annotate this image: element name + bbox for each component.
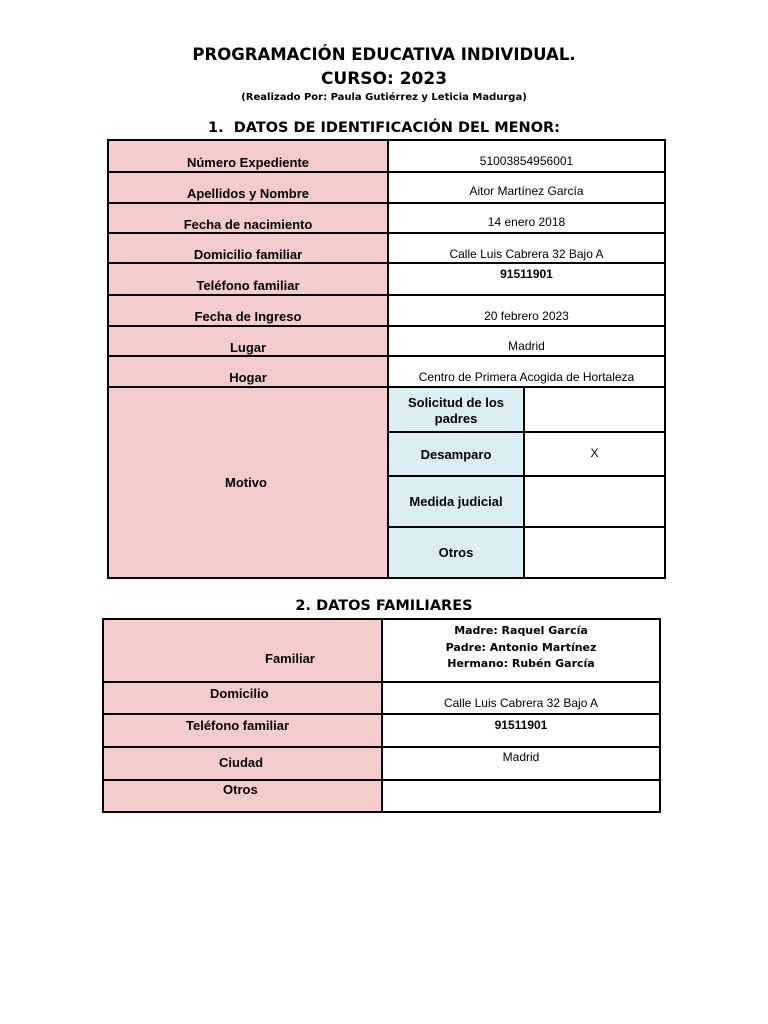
identification-table xyxy=(107,139,666,579)
motivo-option-mark: X xyxy=(525,433,664,475)
row-label: Domicilio familiar xyxy=(109,234,387,262)
row-value: 91511901 xyxy=(389,264,664,294)
section-2-heading: 2. DATOS FAMILIARES xyxy=(295,598,473,614)
row-label: Teléfono familiar xyxy=(109,264,387,294)
motivo-option-mark xyxy=(525,388,664,431)
motivo-label: Motivo xyxy=(109,388,387,577)
row-value: Calle Luis Cabrera 32 Bajo A xyxy=(389,234,664,262)
family-member: Hermano: Rubén García xyxy=(447,657,595,670)
row-value: Aitor Martínez García xyxy=(389,173,664,202)
row-label: Ciudad xyxy=(104,748,381,779)
row-value: 51003854956001 xyxy=(389,141,664,171)
familiar-members xyxy=(383,620,659,681)
row-value: 14 enero 2018 xyxy=(389,204,664,232)
motivo-option-mark xyxy=(525,477,664,526)
row-label: Fecha de Ingreso xyxy=(109,296,387,325)
row-value: Calle Luis Cabrera 32 Bajo A xyxy=(383,683,659,713)
row-value: Madrid xyxy=(383,748,659,779)
family-member: Madre: Raquel García xyxy=(454,624,588,637)
motivo-option-label: Medida judicial xyxy=(389,477,523,526)
motivo-option-label: Desamparo xyxy=(389,433,523,475)
familiar-label: Familiar xyxy=(104,620,381,681)
row-label: Apellidos y Nombre xyxy=(109,173,387,202)
motivo-option-label: Solicitud de los padres xyxy=(389,388,523,431)
section-1-heading: 1. DATOS DE IDENTIFICACIÓN DEL MENOR: xyxy=(208,120,560,136)
row-label: Hogar xyxy=(109,357,387,386)
row-value: 91511901 xyxy=(383,715,659,746)
family-table xyxy=(102,618,661,813)
motivo-option-label: Otros xyxy=(389,528,523,577)
motivo-option-mark xyxy=(525,528,664,577)
document-title: PROGRAMACIÓN EDUCATIVA INDIVIDUAL. xyxy=(192,45,576,64)
row-label: Número Expediente xyxy=(109,141,387,171)
row-value: Centro de Primera Acogida de Hortaleza xyxy=(389,357,664,386)
course-title: CURSO: 2023 xyxy=(320,69,448,89)
row-label: Fecha de nacimiento xyxy=(109,204,387,232)
row-label: Lugar xyxy=(109,327,387,355)
row-value: Madrid xyxy=(389,327,664,355)
family-member: Padre: Antonio Martínez xyxy=(445,640,597,654)
row-value: 20 febrero 2023 xyxy=(389,296,664,325)
credits-line: (Realizado Por: Paula Gutiérrez y Leticia Madurga) xyxy=(241,92,527,103)
row-value xyxy=(383,781,659,811)
row-label: Teléfono familiar xyxy=(104,715,381,746)
row-label: Domicilio xyxy=(104,683,381,713)
row-label: Otros xyxy=(104,781,381,811)
